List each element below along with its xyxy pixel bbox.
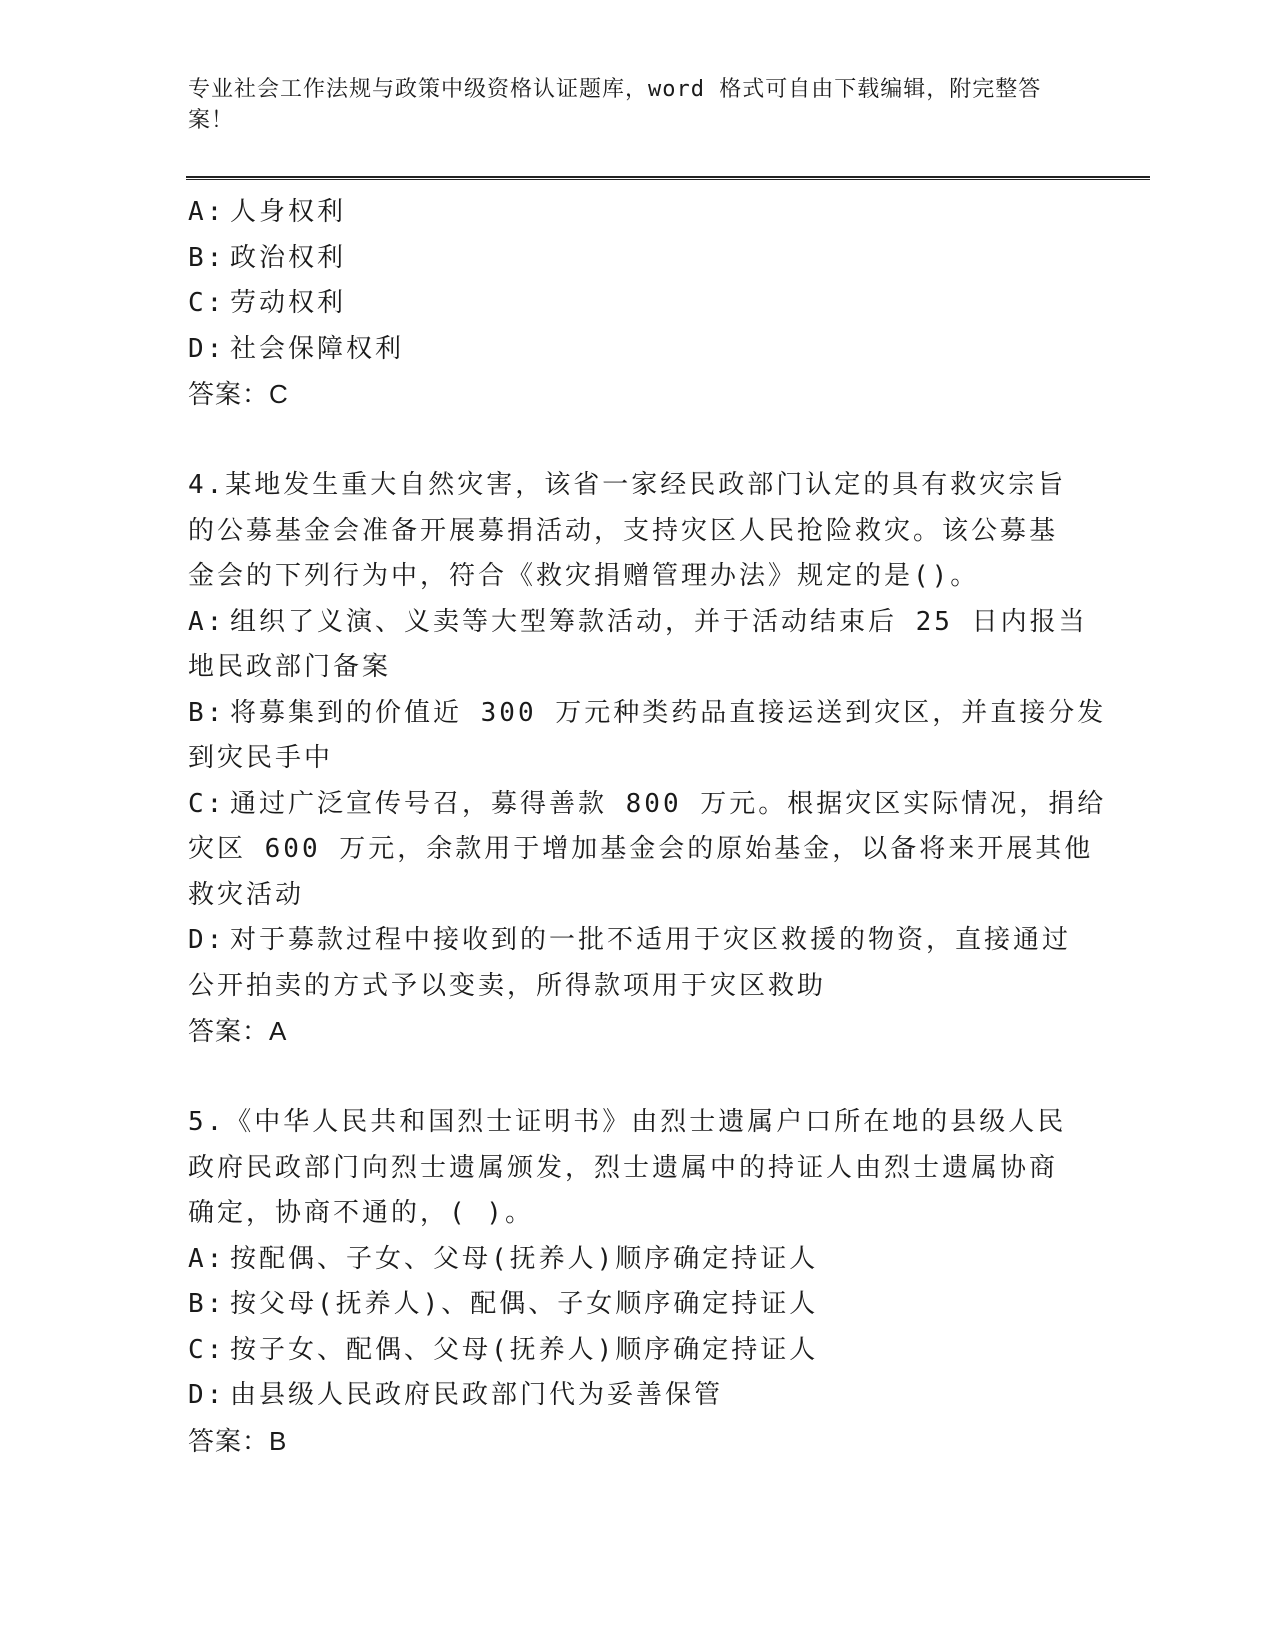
question-content	[188, 190, 1107, 1464]
option-a: A: 按配偶、子女、父母(抚养人)顺序确定持证人	[188, 1243, 819, 1274]
option-a: A: 组织了义演、义卖等大型筹款活动，并于活动结束后 25 日内报当	[188, 606, 1088, 637]
option-b-continuation: 到灾民手中	[188, 743, 334, 773]
option-c: C: 按子女、配偶、父母(抚养人)顺序确定持证人	[188, 1334, 819, 1365]
question-stem-line: 5.《中华人民共和国烈士证明书》由烈士遗属户口所在地的县级人民	[188, 1107, 1067, 1137]
option-b: B: 政治权利	[188, 242, 347, 273]
blank-line	[188, 418, 1068, 464]
option-d: D: 社会保障权利	[188, 333, 405, 364]
question-stem-line: 金会的下列行为中，符合《救灾捐赠管理办法》规定的是()。	[188, 561, 980, 591]
question-stem-line: 政府民政部门向烈士遗属颁发，烈士遗属中的持证人由烈士遗属协商	[188, 1152, 1059, 1183]
answer: 答案：B	[188, 1425, 288, 1456]
header-divider	[186, 176, 1150, 180]
option-c: C: 通过广泛宣传号召，募得善款 800 万元。根据灾区实际情况，捐给	[188, 788, 1107, 819]
document-header	[188, 74, 1068, 136]
question-5	[188, 1100, 1068, 1464]
question-stem-line: 的公募基金会准备开展募捐活动，支持灾区人民抢险救灾。该公募基	[188, 515, 1059, 546]
header-text: 专业社会工作法规与政策中级资格认证题库，word 格式可自由下载编辑，附完整答案！	[188, 77, 1042, 133]
answer: 答案：A	[188, 1016, 288, 1046]
option-a: A: 人身权利	[188, 197, 347, 227]
option-c-continuation: 灾区 600 万元，余款用于增加基金会的原始基金，以备将来开展其他	[188, 834, 1094, 864]
option-b: B: 按父母(抚养人)、配偶、子女顺序确定持证人	[188, 1289, 819, 1319]
question-3	[188, 190, 1068, 418]
option-a-continuation: 地民政部门备案	[188, 652, 392, 682]
option-b: B: 将募集到的价值近 300 万元种类药品直接运送到灾区，并直接分发	[188, 697, 1107, 728]
option-d-continuation: 公开拍卖的方式予以变卖，所得款项用于灾区救助	[188, 970, 827, 1001]
question-4	[188, 463, 1107, 1055]
option-c: C: 劳动权利	[188, 288, 347, 318]
blank-line	[188, 1055, 1068, 1101]
option-c-continuation: 救灾活动	[188, 879, 305, 910]
question-stem-line: 4.某地发生重大自然灾害，该省一家经民政部门认定的具有救灾宗旨	[188, 470, 1067, 500]
option-d: D: 由县级人民政府民政部门代为妥善保管	[188, 1380, 724, 1410]
option-d: D: 对于募款过程中接收到的一批不适用于灾区救援的物资，直接通过	[188, 925, 1072, 955]
answer: 答案：C	[188, 379, 289, 409]
question-stem-line: 确定，协商不通的，( )。	[188, 1198, 534, 1228]
